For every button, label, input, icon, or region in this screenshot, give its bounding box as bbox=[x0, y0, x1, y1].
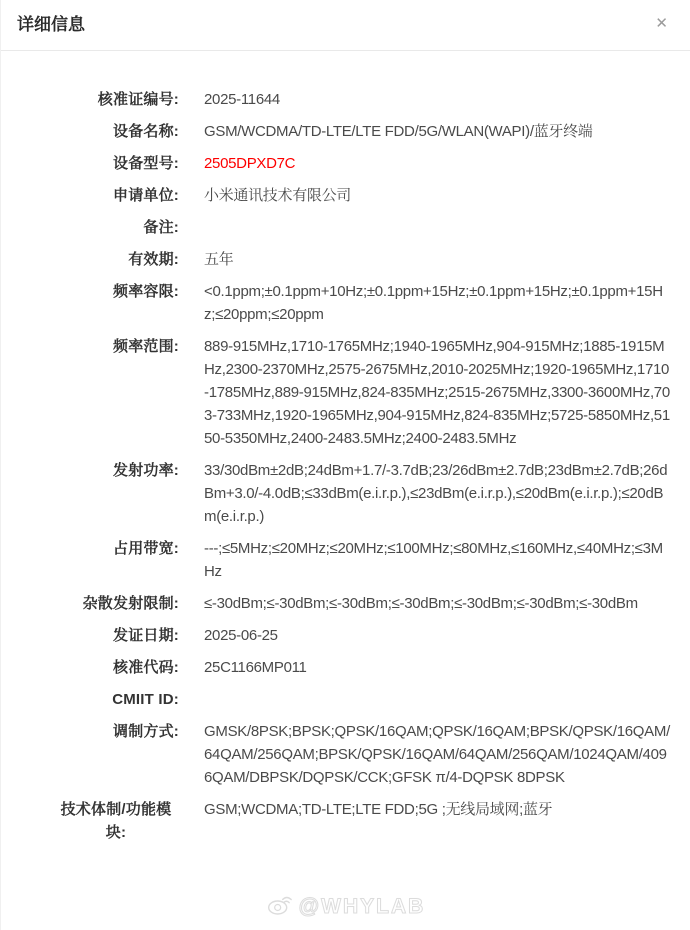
field-label: 设备型号: bbox=[113, 155, 179, 172]
field-label: 发射功率: bbox=[113, 462, 179, 479]
field-row bbox=[1, 248, 690, 271]
field-label: 调制方式: bbox=[113, 723, 179, 740]
field-row bbox=[1, 216, 690, 239]
field-row bbox=[1, 280, 690, 326]
field-value: 889-915MHz,1710-1765MHz;1940-1965MHz,904-915MHz;1885-1915MHz,2300-2370MHz,2575-2675MHz,2010-2025MHz;1920-1965MHz,1710-1785MHz,889-915MHz,824-835MHz;2515-2675MHz,3300-3600MHz,703-733MHz,1920-1965MHz,904-915MHz,824-835MHz;5725-5850MHz,5150-5350MHz,2400-2483.5MHz;2400-2483.5MHz bbox=[204, 338, 670, 447]
field-value: 2505DPXD7C bbox=[204, 155, 296, 172]
field-value: ---;≤5MHz;≤20MHz;≤20MHz;≤100MHz;≤80MHz,≤160MHz,≤40MHz;≤3MHz bbox=[204, 540, 663, 580]
field-row bbox=[1, 335, 690, 450]
field-label: 有效期: bbox=[128, 251, 179, 268]
field-row bbox=[1, 656, 690, 679]
field-row bbox=[1, 88, 690, 111]
field-value: GSM;WCDMA;TD-LTE;LTE FDD;5G ;无线局域网;蓝牙 bbox=[204, 801, 553, 818]
field-value bbox=[204, 216, 671, 239]
watermark bbox=[266, 893, 426, 921]
field-label: CMIIT ID: bbox=[112, 691, 179, 708]
field-label: 技术体制/功能模块: bbox=[60, 801, 172, 841]
details-field-list bbox=[1, 51, 690, 844]
field-row bbox=[1, 688, 690, 711]
field-value: GMSK/8PSK;BPSK;QPSK/16QAM;QPSK/16QAM;BPSK/QPSK/16QAM/64QAM/256QAM;BPSK/QPSK/16QAM/64QAM/256QAM/1024QAM/4096QAM/DBPSK/DQPSK/CCK;GFSK π/4-DQPSK 8DPSK bbox=[204, 723, 670, 786]
field-row bbox=[1, 624, 690, 647]
watermark-text: @WHYLAB bbox=[298, 895, 426, 918]
field-value: 五年 bbox=[204, 251, 234, 268]
field-label: 备注: bbox=[143, 219, 179, 236]
field-label: 频率范围: bbox=[113, 338, 179, 355]
field-row bbox=[1, 537, 690, 583]
field-value bbox=[204, 688, 671, 711]
close-icon[interactable]: ✕ bbox=[655, 15, 668, 32]
field-row bbox=[1, 120, 690, 143]
field-value: 2025-11644 bbox=[204, 91, 280, 108]
dialog-title: 详细信息 bbox=[17, 15, 85, 34]
field-value: 2025-06-25 bbox=[204, 627, 278, 644]
field-value: 25C1166MP011 bbox=[204, 659, 307, 676]
field-label: 频率容限: bbox=[113, 283, 179, 300]
field-label: 核准代码: bbox=[113, 659, 179, 676]
field-label: 占用带宽: bbox=[113, 540, 179, 557]
field-row bbox=[1, 459, 690, 528]
field-label: 杂散发射限制: bbox=[82, 595, 179, 612]
dialog-header bbox=[1, 0, 690, 51]
field-value: <0.1ppm;±0.1ppm+10Hz;±0.1ppm+15Hz;±0.1ppm+15Hz;±0.1ppm+15Hz;≤20ppm;≤20ppm bbox=[204, 283, 663, 323]
field-row bbox=[1, 592, 690, 615]
field-label: 申请单位: bbox=[113, 187, 179, 204]
field-row bbox=[1, 798, 690, 844]
field-value: GSM/WCDMA/TD-LTE/LTE FDD/5G/WLAN(WAPI)/蓝牙终端 bbox=[204, 123, 593, 140]
field-label: 核准证编号: bbox=[97, 91, 179, 108]
field-row bbox=[1, 152, 690, 175]
field-row bbox=[1, 184, 690, 207]
field-label: 设备名称: bbox=[113, 123, 179, 140]
field-value: 小米通讯技术有限公司 bbox=[204, 187, 352, 204]
field-label: 发证日期: bbox=[113, 627, 179, 644]
field-value: ≤-30dBm;≤-30dBm;≤-30dBm;≤-30dBm;≤-30dBm;≤-30dBm;≤-30dBm bbox=[204, 595, 638, 612]
weibo-icon bbox=[266, 893, 293, 921]
field-row bbox=[1, 720, 690, 789]
field-value: 33/30dBm±2dB;24dBm+1.7/-3.7dB;23/26dBm±2.7dB;23dBm±2.7dB;26dBm+3.0/-4.0dB;≤33dBm(e.i.r.p.),≤23dBm(e.i.r.p.),≤20dBm(e.i.r.p.);≤20dBm(e.i.r.p.) bbox=[204, 462, 668, 525]
